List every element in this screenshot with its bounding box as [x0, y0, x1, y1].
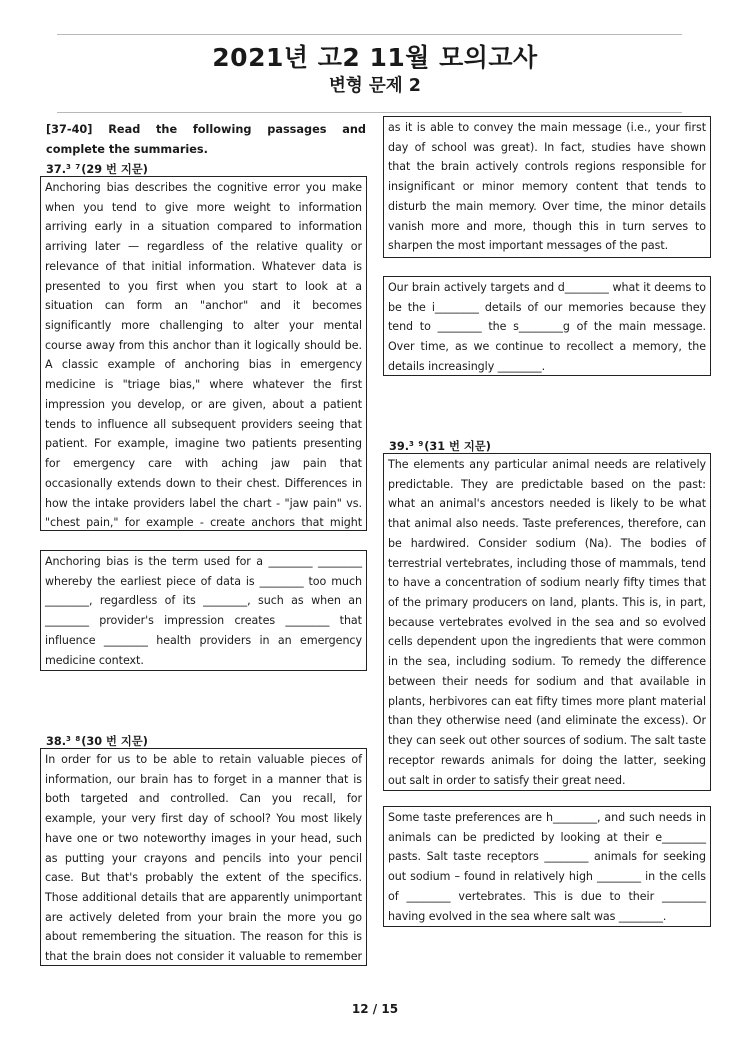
question-38-summary-box: [383, 276, 711, 376]
question-38-passage-box-left: [40, 748, 367, 966]
question-39-sup: 3 9: [409, 440, 425, 448]
question-38-sup: 3 8: [66, 735, 82, 743]
question-38-summary: Our brain actively targets and d________ what it deems to be the i________ details of our memories because they tend to ________ the s________g of the main message. Over time, as we continue to recollect a memory, the details increasingly ________.: [388, 281, 706, 373]
instructions: [37-40] Read the following passages and complete the summaries.: [46, 123, 366, 156]
page-title: 2021년 고2 11월 모의고사: [212, 43, 538, 72]
question-37-sup: 3 7: [66, 163, 82, 171]
header-bottom-rule: [57, 112, 682, 113]
question-37-source: (29 번 지문): [81, 163, 148, 176]
question-38-passage-box-right: [383, 116, 711, 258]
question-37-summary-box: [40, 550, 367, 671]
question-38-passage-part2: as it is able to convey the main message (i.e., your first day of school was great). In fact, studies have shown that the brain actively controls regions responsible for insignificant or minor memory content that tends to disturb the main memory. Over time, the minor details vanish more and more, though this in turn serves to sharpen the most important messages of the past.: [388, 121, 706, 253]
question-39-number: 39.: [389, 440, 410, 453]
question-37-passage-box: [40, 176, 367, 531]
question-39-summary-box: [383, 806, 711, 927]
question-39-passage-box: [383, 453, 711, 791]
question-39-source: (31 번 지문): [424, 440, 491, 453]
page-number: 12 / 15: [351, 1002, 399, 1016]
header-top-rule: [57, 34, 682, 35]
question-38-number: 38.: [46, 735, 67, 748]
question-37-number: 37.: [46, 163, 67, 176]
question-37-passage: Anchoring bias describes the cognitive error you make when you tend to give more weight to information arriving early in a situation compared to information arriving later — regardless of the relative quality or relevance of that initial information. Whatever data is presented to you first when you start to look at a situation can form an "anchor" and it becomes significantly more challenging to alter your mental course away from this anchor than it logically should be. A classic example of anchoring bias in emergency medicine is "triage bias," where whatever the first impression you develop, or are given, about a patient tends to influence all subsequent providers seeing that patient. For example, imagine two patients presenting for emergency care with aching jaw pain that occasionally extends down to their chest. Differences in how the intake providers label the chart - "jaw pain" vs. "chest pain," for example - create anchors that might: [45, 181, 362, 530]
question-38-passage-part1: In order for us to be able to retain valuable pieces of information, our brain has to forget in a manner that is both targeted and controlled. Can you recall, for example, your very first day of school? You most likely have one or two noteworthy images in your head, such as putting your crayons and pencils into your pencil case. But that's probably the extent of the specifics. Those additional details that are apparently unimportant are actively deleted from your brain the more you go about remembering the situation. The reason for this is that the brain does not consider it valuable to remember: [45, 753, 362, 964]
question-39-summary: Some taste preferences are h________, and such needs in animals can be predicted by looking at their e________ pasts. Salt taste receptors ________ animals for seeking out sodium – found in relatively high ________ in the cells of ________ vertebrates. This is due to their ________ having evolved in the sea where salt was ________.: [388, 811, 706, 923]
question-38-source: (30 번 지문): [81, 735, 148, 748]
question-37-summary: Anchoring bias is the term used for a ________ ________ whereby the earliest piece of data is ________ too much ________, regardless of its ________, such as when an ________ provider's impression creates ________ that influence ________ health providers in an emergency medicine context.: [45, 555, 362, 667]
question-39-passage: The elements any particular animal needs are relatively predictable. They are predictable based on the past: what an animal's ancestors needed is likely to be what that animal also needs. Taste preferences, therefore, can be hardwired. Consider sodium (Na). The bodies of terrestrial vertebrates, including those of mammals, tend to have a concentration of sodium nearly fifty times that of the primary producers on land, plants. This is, in part, because vertebrates evolved in the sea and so evolved cells dependent upon the ingredients that were common in the sea, including sodium. To remedy the difference between their needs for sodium and that available in plants, herbivores can eat fifty times more plant material than they otherwise need (and eliminate the excess). Or they can seek out other sources of sodium. The salt taste receptor rewards animals for doing the latter, seeking out salt in order to satisfy their great need.: [388, 458, 706, 787]
page-subtitle: 변형 문제 2: [329, 76, 421, 96]
